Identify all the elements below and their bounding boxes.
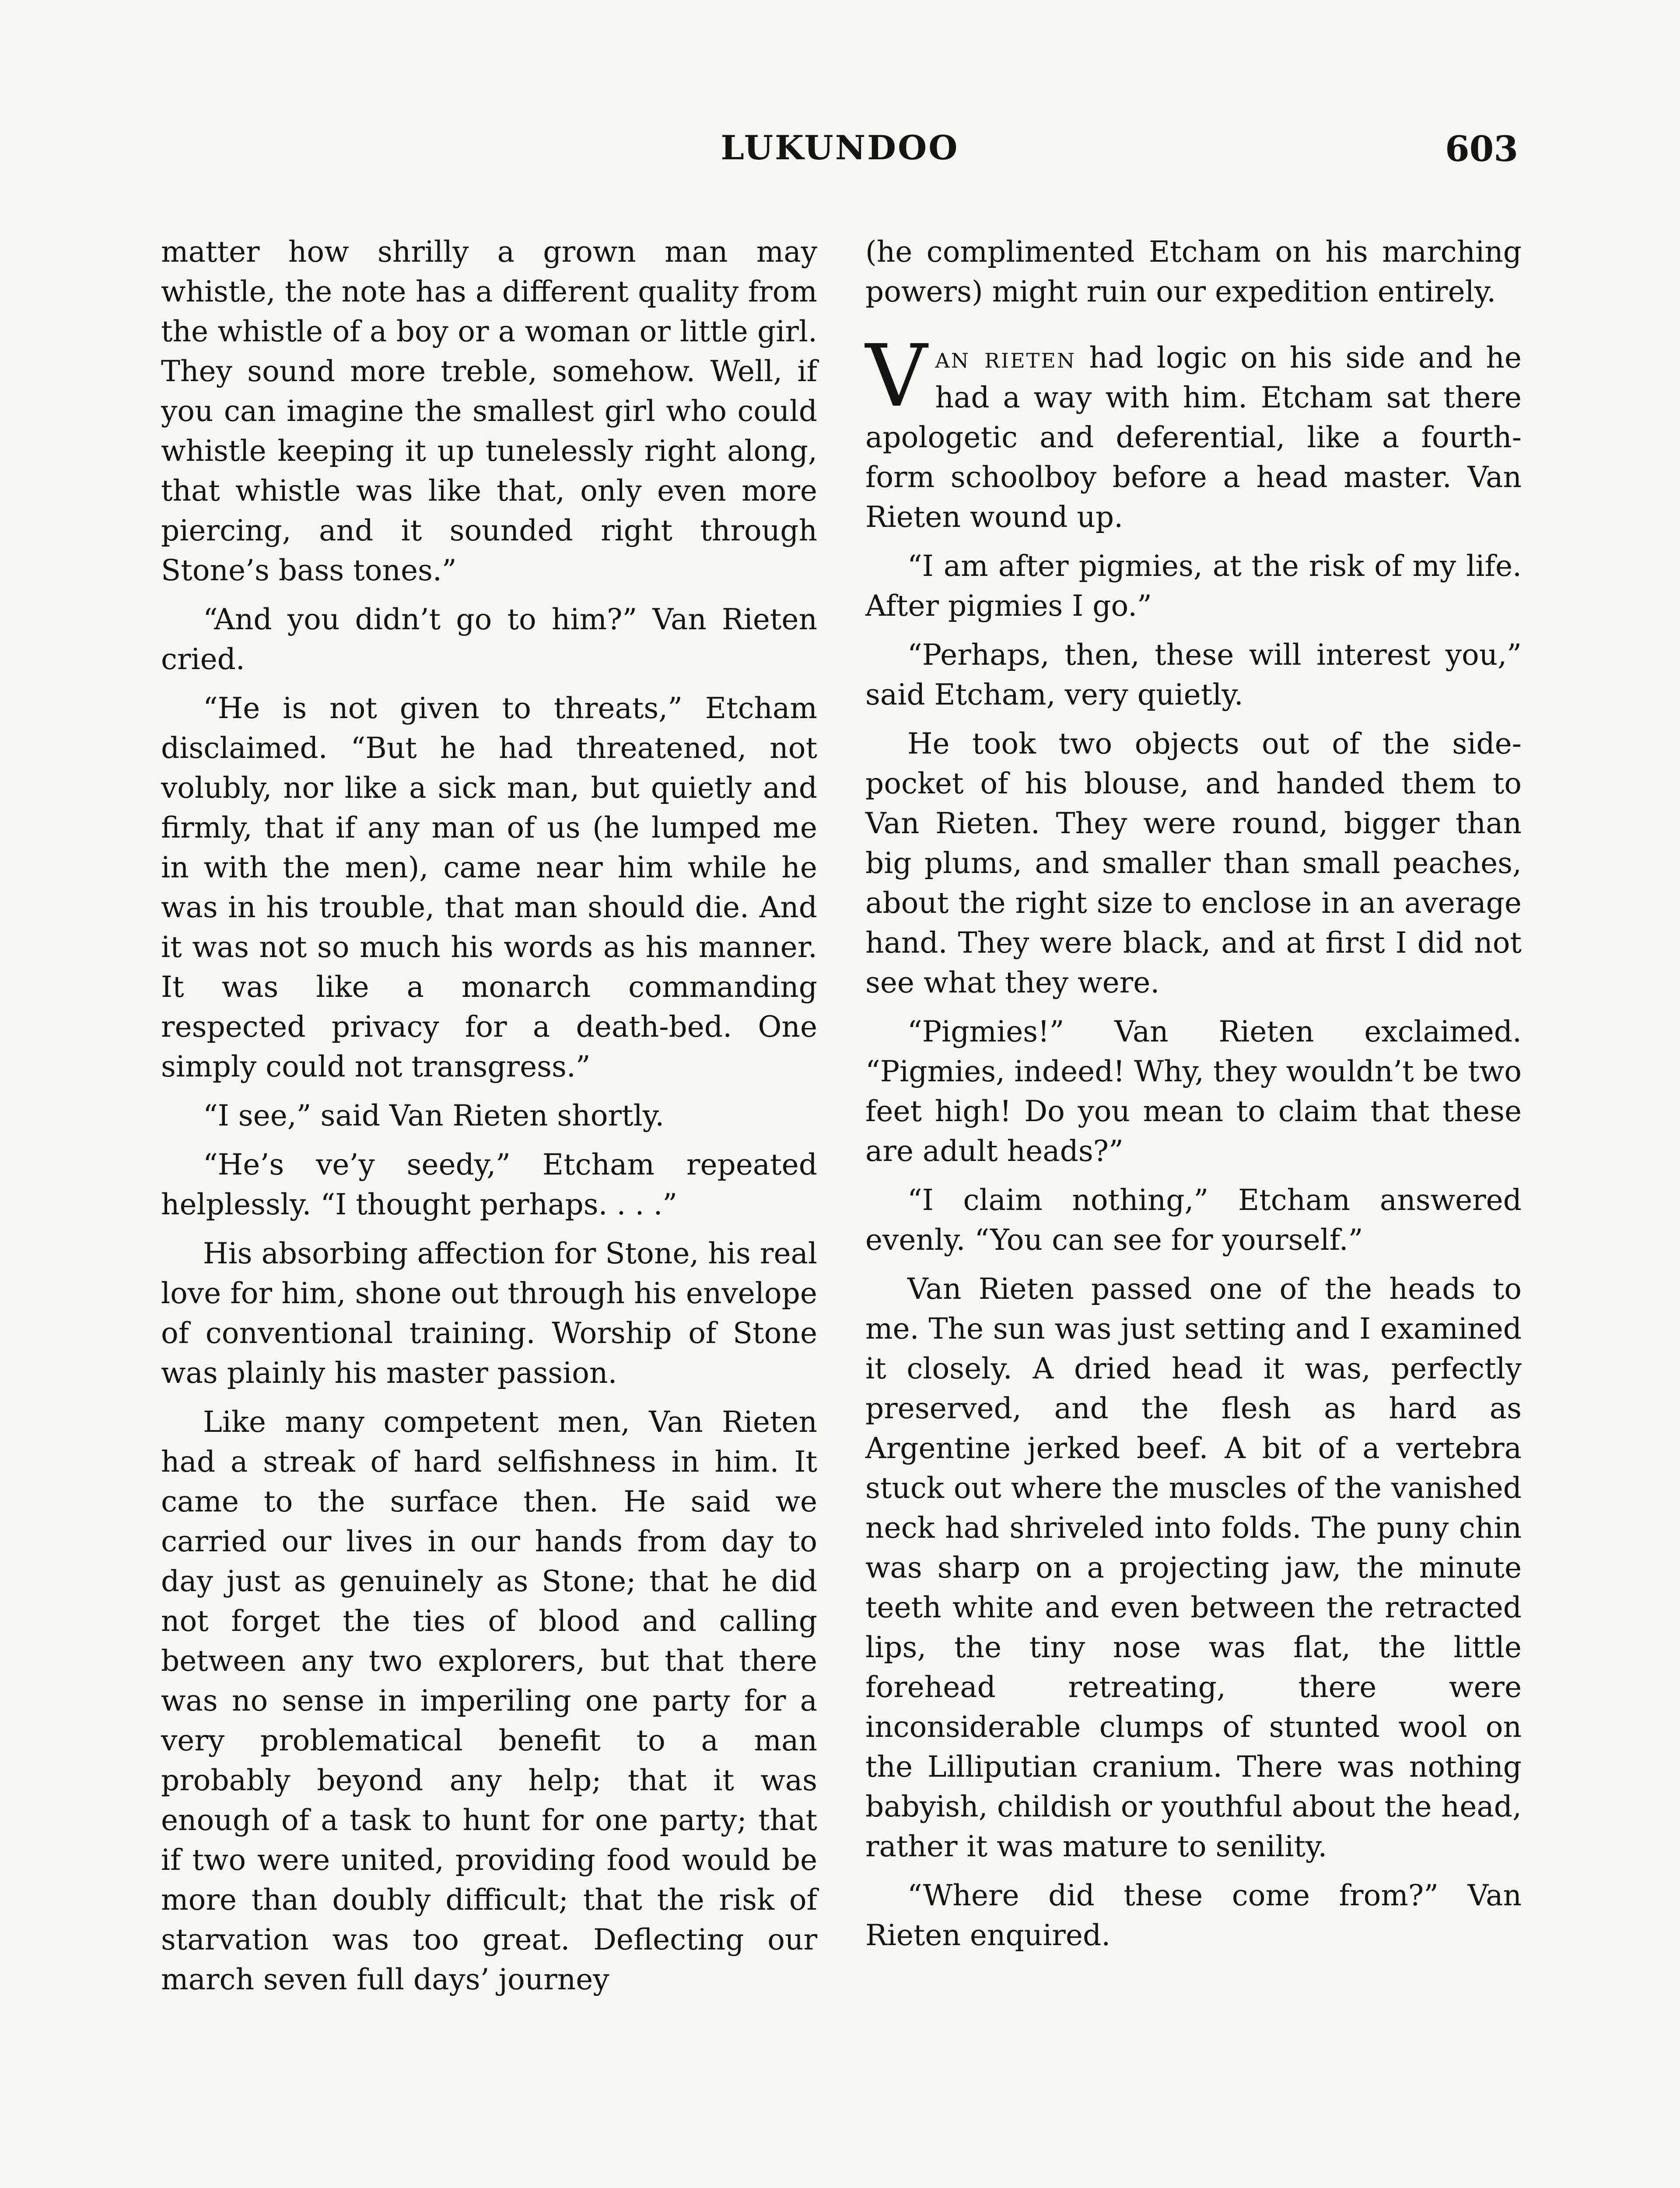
small-caps-lead: an rieten — [935, 341, 1076, 375]
running-title: LUKUNDOO — [721, 128, 959, 167]
left-column — [161, 232, 817, 2009]
paragraph: His absorbing affection for Stone, his real love for him, shone out through his envelope of conventional training. Worship of Stone was plainly his master passion. — [161, 1237, 817, 1390]
paragraph: “I am after pigmies, at the risk of my life. After pigmies I go.” — [865, 549, 1522, 623]
right-column — [865, 232, 1522, 1964]
paragraph: Van Rieten passed one of the heads to me. The sun was just setting and I examined it closely. A dried head it was, perfectly preserved, and the flesh as hard as Argentine jerked beef. A bit of a vertebra stuck out where the muscles of the vanished neck had shriveled into folds. The puny chin was sharp on a projecting jaw, the minute teeth white and even between the retracted lips, the tiny nose was flat, the little forehead retreating, there were inconsiderable clumps of stunted wool on the Lilliputian cranium. There was nothing babyish, childish or youthful about the head, rather it was mature to senility. — [865, 1272, 1522, 1863]
paragraph: “I see,” said Van Rieten shortly. — [203, 1099, 665, 1133]
paragraph: “Perhaps, then, these will interest you,” said Etcham, very quietly. — [865, 638, 1522, 712]
paragraph-text: had logic on his side and he had a way with him. Etcham sat there apologetic and deferential, like a fourth-form schoolboy before a head master. Van Rieten wound up. — [865, 341, 1522, 534]
paragraph: “Pigmies!” Van Rieten exclaimed. “Pigmies, indeed! Why, they wouldn’t be two feet high! Do you mean to claim that these are adult heads?” — [865, 1015, 1522, 1168]
paragraph: matter how shrilly a grown man may whistle, the note has a different quality from the whistle of a boy or a woman or little girl. They sound more treble, somehow. Well, if you can imagine the smallest girl who could whistle keeping it up tunelessly right along, that whistle was like that, only even more piercing, and it sounded right through Stone’s bass tones.” — [161, 235, 817, 587]
page-number: 603 — [1445, 128, 1518, 169]
section-opening-paragraph — [865, 326, 1522, 537]
paragraph: “He is not given to threats,” Etcham disclaimed. “But he had threatened, not volubly, nor like a sick man, but quietly and firmly, that if any man of us (he lumped me in with the men), came near him while he was in his trouble, that man should die. And it was not so much his words as his manner. It was like a monarch commanding respected privacy for a death-bed. One simply could not transgress.” — [161, 691, 817, 1083]
paragraph: “Where did these come from?” Van Rieten enquired. — [865, 1879, 1522, 1952]
paragraph: (he complimented Etcham on his marching powers) might ruin our expedition entirely. — [865, 235, 1522, 309]
paragraph: He took two objects out of the side-pocket of his blouse, and handed them to Van Rieten. They were round, bigger than big plums, and smaller than small peaches, about the right size to enclose in an average hand. They were black, and at first I did not see what they were. — [865, 727, 1522, 999]
drop-cap: V — [865, 326, 928, 426]
paragraph: Like many competent men, Van Rieten had a streak of hard selfishness in him. It came to the surface then. He said we carried our lives in our hands from day to day just as genuinely as Stone; that he did not forget the ties of blood and calling between any two explorers, but that there was no sense in imperiling one party for a very problematical benefit to a man probably beyond any help; that it was enough of a task to hunt for one party; that if two were united, providing food would be more than doubly difficult; that the risk of starvation was too great. Deflecting our march seven full days’ journey — [161, 1405, 817, 1996]
paragraph: “I claim nothing,” Etcham answered evenly. “You can see for yourself.” — [865, 1183, 1522, 1257]
paragraph: “He’s ve’y seedy,” Etcham repeated helplessly. “I thought perhaps. . . .” — [161, 1148, 817, 1221]
paragraph: “And you didn’t go to him?” Van Rieten cried. — [161, 603, 817, 676]
